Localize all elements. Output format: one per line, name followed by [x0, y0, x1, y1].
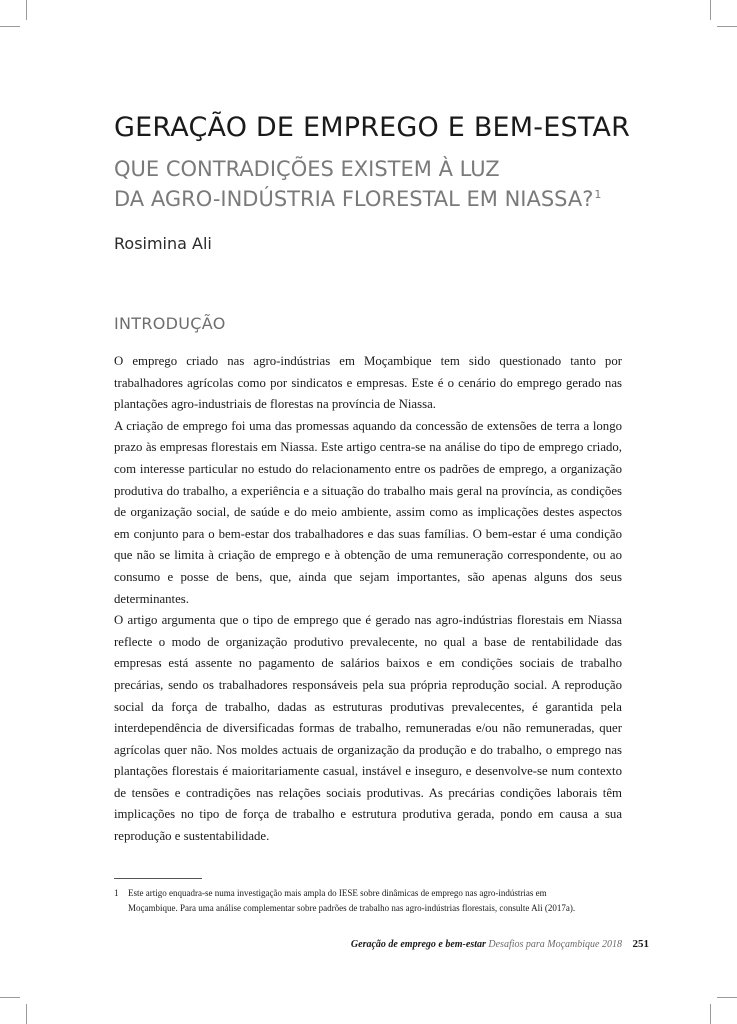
running-footer — [351, 938, 649, 950]
crop-mark-bottom-right — [710, 1004, 711, 1024]
footnote-number: 1 — [114, 888, 119, 898]
article-subtitle — [114, 154, 601, 214]
footnote-line-1: Este artigo enquadra-se numa investigação mais ampla do IESE sobre dinâmicas de emprego nas agro-indústrias em — [128, 888, 547, 898]
footnote-reference: 1 — [594, 188, 602, 201]
crop-mark-bottom-left — [26, 1004, 27, 1024]
paragraph-3: O artigo argumenta que o tipo de emprego que é gerado nas agro-indústrias florestais em Niassa reflecte o modo de organização produtivo prevalecente, no qual a base de rentabilidade das empresas está assente no pagamento de salários baixos e em condições sociais de trabalho precárias, sendo os trabalhadores responsáveis pela sua própria reprodução social. A reprodução social da força de trabalho, dadas as estruturas produtivas prevalecentes, é garantida pela interdependência de diversificadas formas de trabalho, remuneradas e/ou não remuneradas, quer agrícolas quer não. Nos moldes actuais de organização da produção e do trabalho, o emprego nas plantações florestais é maioritariamente casual, instável e inseguro, e desenvolve-se num contexto de tensões e contradições nas relações sociais produtivas. As precárias condições laborais têm implicações no tipo de força de trabalho e estrutura produtiva gerada, pondo em causa a sua reprodução e sustentabilidade. — [114, 613, 622, 844]
footnote-divider — [114, 878, 202, 879]
article-title: GERAÇÃO DE EMPREGO E BEM-ESTAR — [114, 112, 631, 143]
footer-chapter-title: Geração de emprego e bem-estar — [350, 939, 486, 950]
footnote-line-2: Moçambique. Para uma análise complementar sobre padrões de trabalho nas agro-indústrias florestais, consulte Ali (2017a). — [128, 903, 576, 913]
crop-mark-left-bottom — [0, 997, 20, 998]
section-heading: INTRODUÇÃO — [114, 314, 226, 333]
crop-mark-top-left — [26, 0, 27, 20]
crop-mark-right-top — [717, 26, 737, 27]
crop-mark-left-top — [0, 26, 20, 27]
footer-publication-title: Desafios para Moçambique 2018 — [488, 939, 622, 950]
crop-mark-right-bottom — [717, 997, 737, 998]
crop-mark-top-right — [710, 0, 711, 20]
author-name: Rosimina Ali — [114, 234, 212, 253]
subtitle-line-2 — [114, 184, 601, 214]
footnote — [114, 886, 634, 916]
subtitle-line-1: QUE CONTRADIÇÕES EXISTEM À LUZ — [114, 157, 500, 181]
paragraph-2: A criação de emprego foi uma das promessas aquando da concessão de extensões de terra a longo prazo às empresas florestais em Niassa. Este artigo centra-se na análise do tipo de emprego criado, com interesse particular no estudo do relacionamento entre os padrões de emprego, a organização produtiva do trabalho, a experiência e a situação do trabalho mais geral na província, as condições de organização social, de saúde e do meio ambiente, assim como as implicações destes aspectos em conjunto para o bem-estar dos trabalhadores e das suas famílias. O bem-estar é uma condição que não se limita à criação de emprego e à obtenção de uma remuneração correspondente, ou ao consumo e posse de bens, que, ainda que sejam importantes, são apenas alguns dos seus determinantes. — [114, 418, 622, 606]
body-text — [114, 351, 622, 848]
subtitle-line-2-text: DA AGRO-INDÚSTRIA FLORESTAL EM NIASSA? — [114, 187, 594, 211]
paragraph-1: O emprego criado nas agro-indústrias em Moçambique tem sido questionado tanto por trabalhadores agrícolas como por sindicatos e empresas. Este é o cenário do emprego gerado nas plantações agro-industriais de florestas na província de Niassa. — [114, 354, 622, 412]
page-number: 251 — [632, 938, 649, 950]
